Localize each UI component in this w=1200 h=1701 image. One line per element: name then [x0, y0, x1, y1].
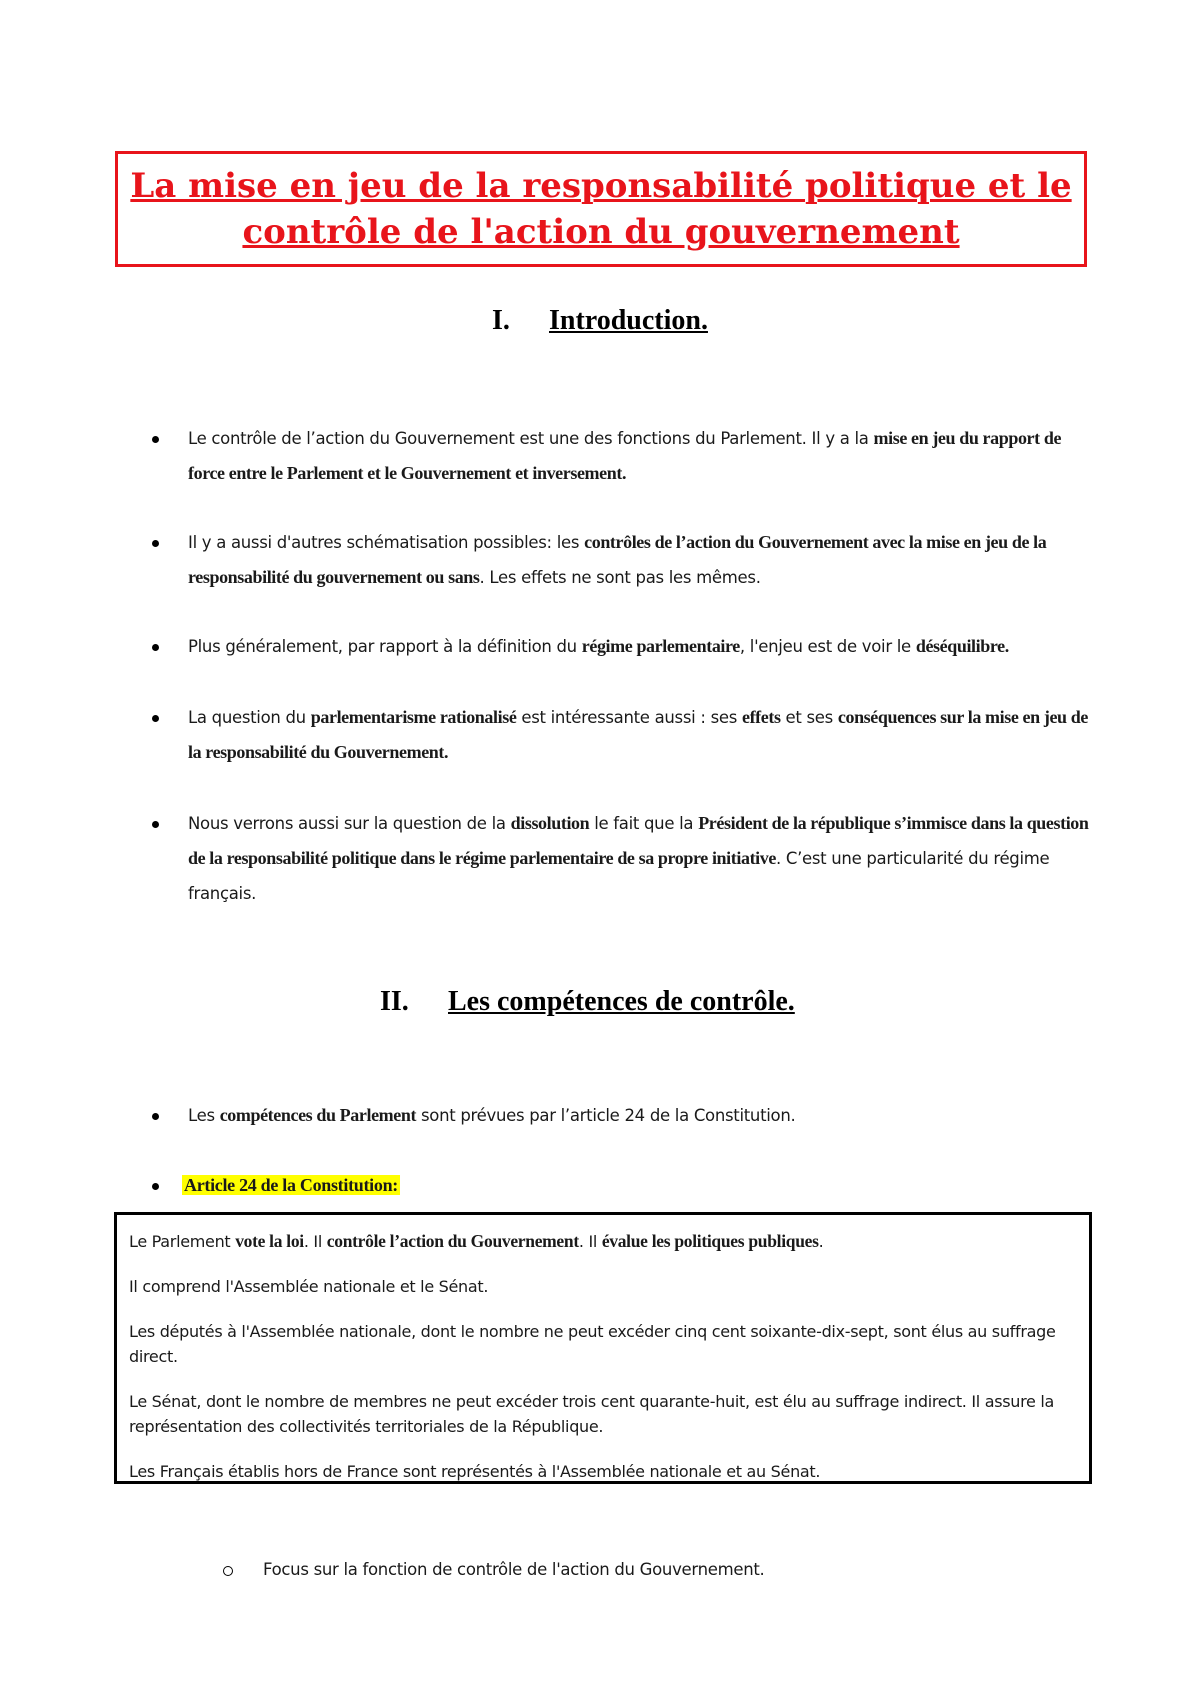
article-paragraph: Le Parlement vote la loi. Il contrôle l’action du Gouvernement. Il évalue les politiques publiques.: [129, 1231, 824, 1251]
section-heading-competences: [380, 986, 795, 1018]
document-title: [115, 151, 1087, 267]
bullet-icon: [152, 715, 159, 722]
bullet-icon: [152, 436, 159, 443]
article-paragraph: Le Sénat, dont le nombre de membres ne peut excéder trois cent quarante-huit, est élu au suffrage indirect. Il assure la représentation des collectivités territoriales de la République.: [129, 1392, 1055, 1436]
section-number: II.: [380, 986, 409, 1017]
bullet-icon: [152, 1183, 159, 1190]
bullet-text: Les compétences du Parlement sont prévues par l’article 24 de la Constitution.: [188, 1105, 796, 1125]
bullet-icon: [152, 644, 159, 651]
bullet-text: [182, 1168, 1090, 1203]
section-title: Introduction.: [549, 305, 708, 336]
article-paragraph: Il comprend l'Assemblée nationale et le Sénat.: [129, 1277, 489, 1296]
bullet-text: Le contrôle de l’action du Gouvernement est une des fonctions du Parlement. Il y a la mise en jeu du rapport de force entre le Parlement et le Gouvernement et inversement.: [188, 428, 1062, 483]
section-title: Les compétences de contrôle.: [448, 986, 795, 1017]
sub-bullet-text: Focus sur la fonction de contrôle de l'action du Gouvernement.: [263, 1560, 765, 1579]
bullet-text: Il y a aussi d'autres schématisation possibles: les contrôles de l’action du Gouvernement avec la mise en jeu de la responsabilité du gouvernement ou sans. Les effets ne sont pas les mêmes.: [188, 532, 1047, 587]
highlighted-article-label: Article 24 de la Constitution:: [184, 1175, 398, 1195]
bullet-icon: [152, 821, 159, 828]
article-paragraph: Les Français établis hors de France sont représentés à l'Assemblée nationale et au Sénat.: [129, 1462, 821, 1481]
section-number: I.: [492, 305, 510, 336]
section-heading-introduction: [492, 305, 708, 337]
bullet-text: La question du parlementarisme rationalisé est intéressante aussi : ses effets et ses conséquences sur la mise en jeu de la responsabilité du Gouvernement.: [188, 707, 1088, 762]
bullet-icon: [152, 1113, 159, 1120]
bullet-text: Plus généralement, par rapport à la définition du régime parlementaire, l'enjeu est de voir le déséquilibre.: [188, 636, 1009, 656]
bullet-icon: [152, 540, 159, 547]
article-paragraph: Les députés à l'Assemblée nationale, dont le nombre ne peut excéder cinq cent soixante-dix-sept, sont élus au suffrage direct.: [129, 1322, 1056, 1366]
title-line-2: contrôle de l'action du gouvernement: [242, 212, 960, 252]
bullet-text: Nous verrons aussi sur la question de la dissolution le fait que la Président de la république s’immisce dans la question de la responsabilité politique dans le régime parlementaire de sa propre initiative. C’est une particularité du régime français.: [188, 813, 1089, 903]
title-line-1: La mise en jeu de la responsabilité politique et le: [130, 166, 1072, 206]
article-24-quote-box: [114, 1212, 1092, 1484]
circle-bullet-icon: [223, 1566, 233, 1576]
